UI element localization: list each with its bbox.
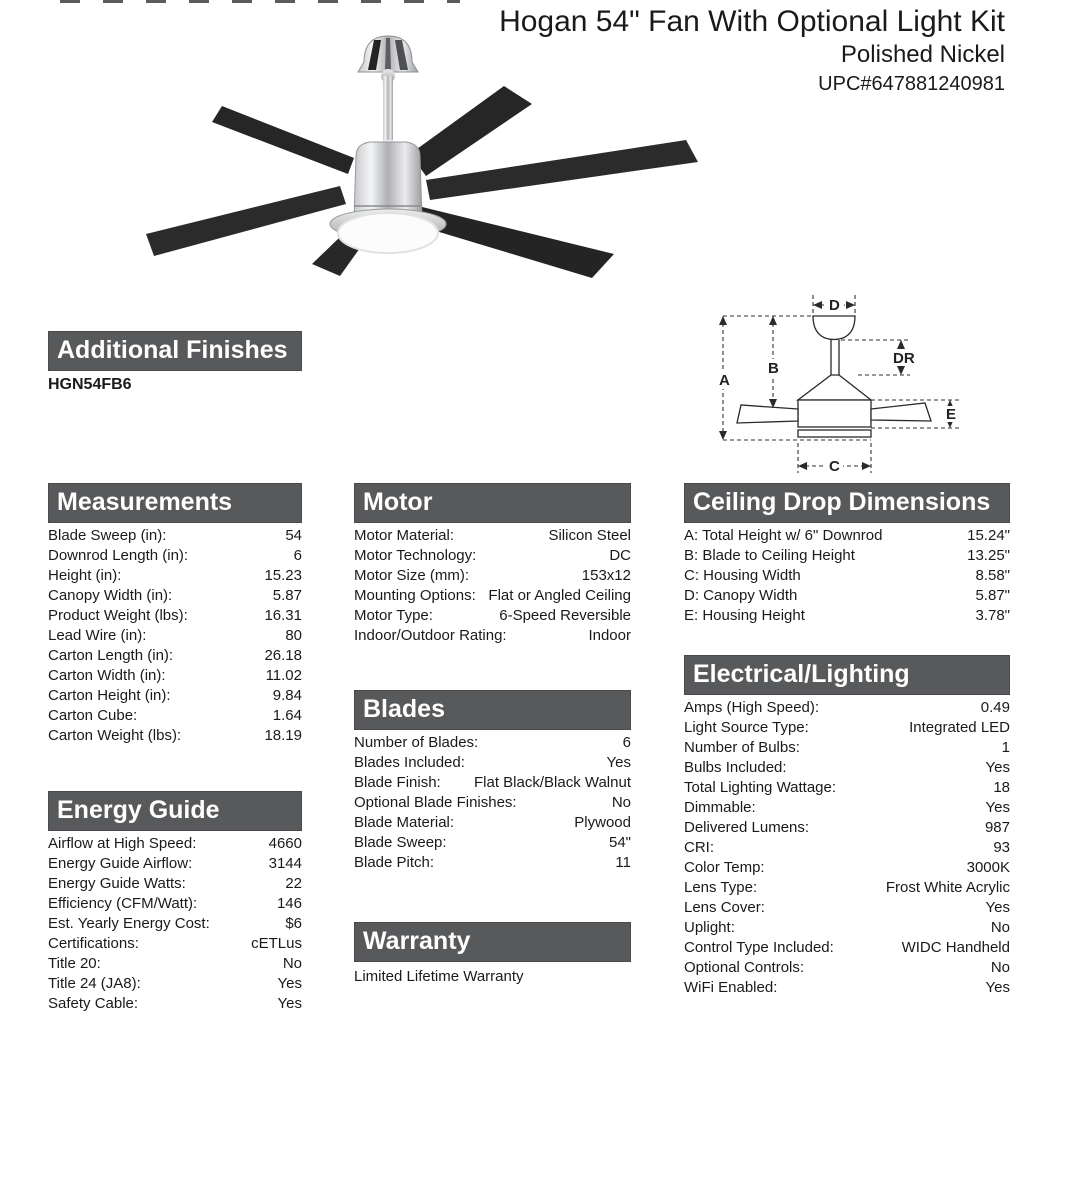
fan-motor-housing xyxy=(354,142,422,220)
additional-finishes-header: Additional Finishes xyxy=(48,331,302,371)
spec-row xyxy=(354,526,631,546)
spec-value: Yes xyxy=(277,975,302,992)
spec-label: Carton Length (in): xyxy=(48,647,174,664)
spec-label: Indoor/Outdoor Rating: xyxy=(354,627,507,644)
blades-header: Blades xyxy=(354,690,631,730)
spec-row xyxy=(48,686,302,706)
spec-value: No xyxy=(990,919,1010,936)
spec-label: Motor Type: xyxy=(354,607,433,624)
spec-label: Blade Finish: xyxy=(354,774,441,791)
column-middle xyxy=(354,483,631,987)
spec-value: 1 xyxy=(1001,739,1010,756)
spec-row xyxy=(354,853,631,873)
spec-label: Airflow at High Speed: xyxy=(48,835,197,852)
spec-row xyxy=(48,874,302,894)
spec-value: WIDC Handheld xyxy=(901,939,1010,956)
warranty-header: Warranty xyxy=(354,922,631,962)
spec-label: Number of Bulbs: xyxy=(684,739,800,756)
spec-value: Yes xyxy=(606,754,631,771)
fan-blade xyxy=(410,86,532,176)
column-left xyxy=(48,483,302,1014)
spec-label: Mounting Options: xyxy=(354,587,476,604)
finish-name: Polished Nickel xyxy=(840,41,1005,68)
spec-row xyxy=(48,994,302,1014)
spec-value: Yes xyxy=(985,979,1010,996)
spec-label: Lens Type: xyxy=(684,879,758,896)
spec-value: 5.87 xyxy=(272,587,302,604)
spec-value: Yes xyxy=(985,899,1010,916)
ceiling-drop-rows xyxy=(684,526,1010,626)
electrical-section xyxy=(684,655,1010,998)
spec-value: 18.19 xyxy=(264,727,302,744)
motor-section xyxy=(354,483,631,646)
ceiling-drop-header: Ceiling Drop Dimensions xyxy=(684,483,1010,523)
spec-value: Indoor xyxy=(588,627,631,644)
spec-value: 15.23 xyxy=(264,567,302,584)
spec-value: 6 xyxy=(293,547,302,564)
spec-value: $6 xyxy=(285,915,302,932)
spec-value: 11 xyxy=(615,854,631,871)
spec-value: 16.31 xyxy=(264,607,302,624)
spec-label: Light Source Type: xyxy=(684,719,809,736)
spec-row xyxy=(48,726,302,746)
spec-row xyxy=(354,606,631,626)
spec-value: 6-Speed Reversible xyxy=(499,607,631,624)
fan-blade xyxy=(426,140,698,200)
spec-label: Dimmable: xyxy=(684,799,756,816)
diagram-label-a: A xyxy=(719,372,730,389)
spec-value: 11.02 xyxy=(265,667,302,684)
spec-row xyxy=(684,758,1010,778)
electrical-rows xyxy=(684,698,1010,998)
spec-value: 13.25" xyxy=(967,547,1010,564)
spec-label: Title 24 (JA8): xyxy=(48,975,141,992)
spec-label: Safety Cable: xyxy=(48,995,139,1012)
fan-blade xyxy=(146,186,346,256)
spec-row xyxy=(684,918,1010,938)
blades-section xyxy=(354,690,631,873)
spec-value: 3.78" xyxy=(975,607,1010,624)
spec-label: Est. Yearly Energy Cost: xyxy=(48,915,210,932)
spec-row xyxy=(684,738,1010,758)
spec-label: Amps (High Speed): xyxy=(684,699,820,716)
spec-value: 987 xyxy=(984,819,1010,836)
spec-row xyxy=(684,878,1010,898)
measurements-section xyxy=(48,483,302,746)
spec-value: 22 xyxy=(285,875,302,892)
motor-rows xyxy=(354,526,631,646)
spec-label: E: Housing Height xyxy=(684,607,805,624)
spec-label: D: Canopy Width xyxy=(684,587,798,604)
spec-label: Efficiency (CFM/Watt): xyxy=(48,895,198,912)
spec-label: Lens Cover: xyxy=(684,899,765,916)
spec-label: Color Temp: xyxy=(684,859,765,876)
spec-value: cETLus xyxy=(251,935,302,952)
spec-row xyxy=(48,894,302,914)
spec-label: Certifications: xyxy=(48,935,139,952)
spec-label: B: Blade to Ceiling Height xyxy=(684,547,855,564)
spec-label: Control Type Included: xyxy=(684,939,834,956)
spec-label: Carton Cube: xyxy=(48,707,138,724)
page-title: Hogan 54" Fan With Optional Light Kit xyxy=(499,5,1005,38)
spec-value: Frost White Acrylic xyxy=(885,879,1010,896)
spec-row xyxy=(354,753,631,773)
spec-row xyxy=(48,954,302,974)
spec-row xyxy=(684,858,1010,878)
energy-guide-section xyxy=(48,791,302,1014)
ceiling-drop-diagram xyxy=(695,283,1015,480)
spec-label: Delivered Lumens: xyxy=(684,819,810,836)
spec-label: C: Housing Width xyxy=(684,567,801,584)
additional-finishes-section xyxy=(48,331,302,396)
spec-row xyxy=(48,526,302,546)
warranty-section xyxy=(354,922,631,987)
energy-guide-rows xyxy=(48,834,302,1014)
spec-label: Blade Pitch: xyxy=(354,854,435,871)
spec-row xyxy=(48,706,302,726)
spec-row xyxy=(354,833,631,853)
spec-row xyxy=(354,793,631,813)
spec-value: 93 xyxy=(993,839,1010,856)
spec-label: Motor Size (mm): xyxy=(354,567,470,584)
spec-value: No xyxy=(990,959,1010,976)
spec-value: 18 xyxy=(993,779,1010,796)
spec-row xyxy=(684,978,1010,998)
spec-row xyxy=(684,586,1010,606)
spec-value: 26.18 xyxy=(264,647,302,664)
spec-value: 3000K xyxy=(966,859,1010,876)
spec-value: Yes xyxy=(985,759,1010,776)
spec-label: Blades Included: xyxy=(354,754,465,771)
blades-rows xyxy=(354,733,631,873)
spec-row xyxy=(354,813,631,833)
spec-row xyxy=(48,586,302,606)
spec-label: Motor Material: xyxy=(354,527,455,544)
spec-row xyxy=(48,666,302,686)
spec-row xyxy=(684,818,1010,838)
spec-label: Total Lighting Wattage: xyxy=(684,779,837,796)
spec-value: 0.49 xyxy=(980,699,1010,716)
spec-row xyxy=(354,773,631,793)
spec-value: No xyxy=(282,955,302,972)
spec-value: Yes xyxy=(985,799,1010,816)
spec-value: 8.58" xyxy=(975,567,1010,584)
spec-row xyxy=(684,698,1010,718)
spec-row xyxy=(684,566,1010,586)
ceiling-drop-section xyxy=(684,483,1010,626)
spec-label: Optional Controls: xyxy=(684,959,805,976)
spec-value: Flat or Angled Ceiling xyxy=(488,587,631,604)
spec-row xyxy=(684,606,1010,626)
spec-label: Blade Material: xyxy=(354,814,455,831)
spec-row xyxy=(48,626,302,646)
fan-light-lens xyxy=(338,213,438,253)
spec-value: 15.24" xyxy=(967,527,1010,544)
spec-label: Energy Guide Watts: xyxy=(48,875,186,892)
diagram-label-c: C xyxy=(829,458,840,475)
spec-label: CRI: xyxy=(684,839,714,856)
spec-label: Height (in): xyxy=(48,567,122,584)
spec-row xyxy=(684,546,1010,566)
spec-row xyxy=(684,958,1010,978)
spec-row xyxy=(684,526,1010,546)
energy-guide-header: Energy Guide xyxy=(48,791,302,831)
spec-value: Yes xyxy=(277,995,302,1012)
spec-row xyxy=(354,566,631,586)
spec-value: 3144 xyxy=(268,855,302,872)
spec-label: Energy Guide Airflow: xyxy=(48,855,193,872)
spec-label: WiFi Enabled: xyxy=(684,979,778,996)
cropped-logo-remnant xyxy=(60,0,460,3)
spec-label: Product Weight (lbs): xyxy=(48,607,188,624)
spec-row xyxy=(48,914,302,934)
fan-downrod xyxy=(383,76,393,142)
spec-value: 5.87" xyxy=(975,587,1010,604)
model-number: HGN54FB6 xyxy=(48,376,132,393)
spec-value: Flat Black/Black Walnut xyxy=(474,774,631,791)
spec-row xyxy=(354,733,631,753)
spec-value: 153x12 xyxy=(581,567,631,584)
spec-row xyxy=(48,646,302,666)
spec-value: 1.64 xyxy=(272,707,302,724)
spec-value: 80 xyxy=(285,627,302,644)
spec-row xyxy=(684,778,1010,798)
spec-value: DC xyxy=(609,547,631,564)
measurements-rows xyxy=(48,526,302,746)
spec-value: 54" xyxy=(608,834,631,851)
spec-row xyxy=(684,838,1010,858)
spec-value: 6 xyxy=(622,734,631,751)
electrical-header: Electrical/Lighting xyxy=(684,655,1010,695)
spec-value: 146 xyxy=(276,895,302,912)
spec-label: A: Total Height w/ 6" Downrod xyxy=(684,527,883,544)
spec-label: Lead Wire (in): xyxy=(48,627,147,644)
spec-row xyxy=(684,798,1010,818)
spec-row xyxy=(354,546,631,566)
upc-code: UPC#647881240981 xyxy=(818,73,1005,95)
spec-label: Uplight: xyxy=(684,919,735,936)
spec-value: 9.84 xyxy=(272,687,302,704)
column-right xyxy=(684,483,1010,998)
spec-row xyxy=(48,606,302,626)
spec-row xyxy=(354,586,631,606)
spec-label: Optional Blade Finishes: xyxy=(354,794,517,811)
spec-value: No xyxy=(611,794,631,811)
spec-label: Title 20: xyxy=(48,955,101,972)
spec-row xyxy=(48,566,302,586)
spec-label: Carton Weight (lbs): xyxy=(48,727,182,744)
spec-row xyxy=(48,854,302,874)
spec-row xyxy=(48,974,302,994)
diagram-label-e: E xyxy=(946,406,957,423)
diagram-label-d: D xyxy=(829,297,840,314)
spec-row xyxy=(684,938,1010,958)
diagram-label-b: B xyxy=(768,360,779,377)
spec-value: 54 xyxy=(285,527,302,544)
motor-header: Motor xyxy=(354,483,631,523)
fan-blade xyxy=(212,106,354,174)
spec-label: Carton Width (in): xyxy=(48,667,166,684)
spec-row xyxy=(684,898,1010,918)
spec-row xyxy=(354,626,631,646)
spec-row xyxy=(684,718,1010,738)
spec-value: Integrated LED xyxy=(909,719,1010,736)
spec-value: Plywood xyxy=(574,814,631,831)
spec-value: Silicon Steel xyxy=(548,527,631,544)
spec-label: Canopy Width (in): xyxy=(48,587,173,604)
spec-label: Blade Sweep (in): xyxy=(48,527,167,544)
spec-label: Bulbs Included: xyxy=(684,759,787,776)
diagram-label-dr: DR xyxy=(893,350,915,367)
spec-value: 4660 xyxy=(268,835,302,852)
spec-row xyxy=(48,546,302,566)
spec-row xyxy=(48,934,302,954)
warranty-text: Limited Lifetime Warranty xyxy=(354,968,524,985)
spec-label: Blade Sweep: xyxy=(354,834,447,851)
measurements-header: Measurements xyxy=(48,483,302,523)
spec-label: Carton Height (in): xyxy=(48,687,171,704)
spec-row xyxy=(48,834,302,854)
fan-product-image xyxy=(58,28,708,278)
spec-label: Downrod Length (in): xyxy=(48,547,189,564)
spec-label: Number of Blades: xyxy=(354,734,479,751)
spec-label: Motor Technology: xyxy=(354,547,477,564)
